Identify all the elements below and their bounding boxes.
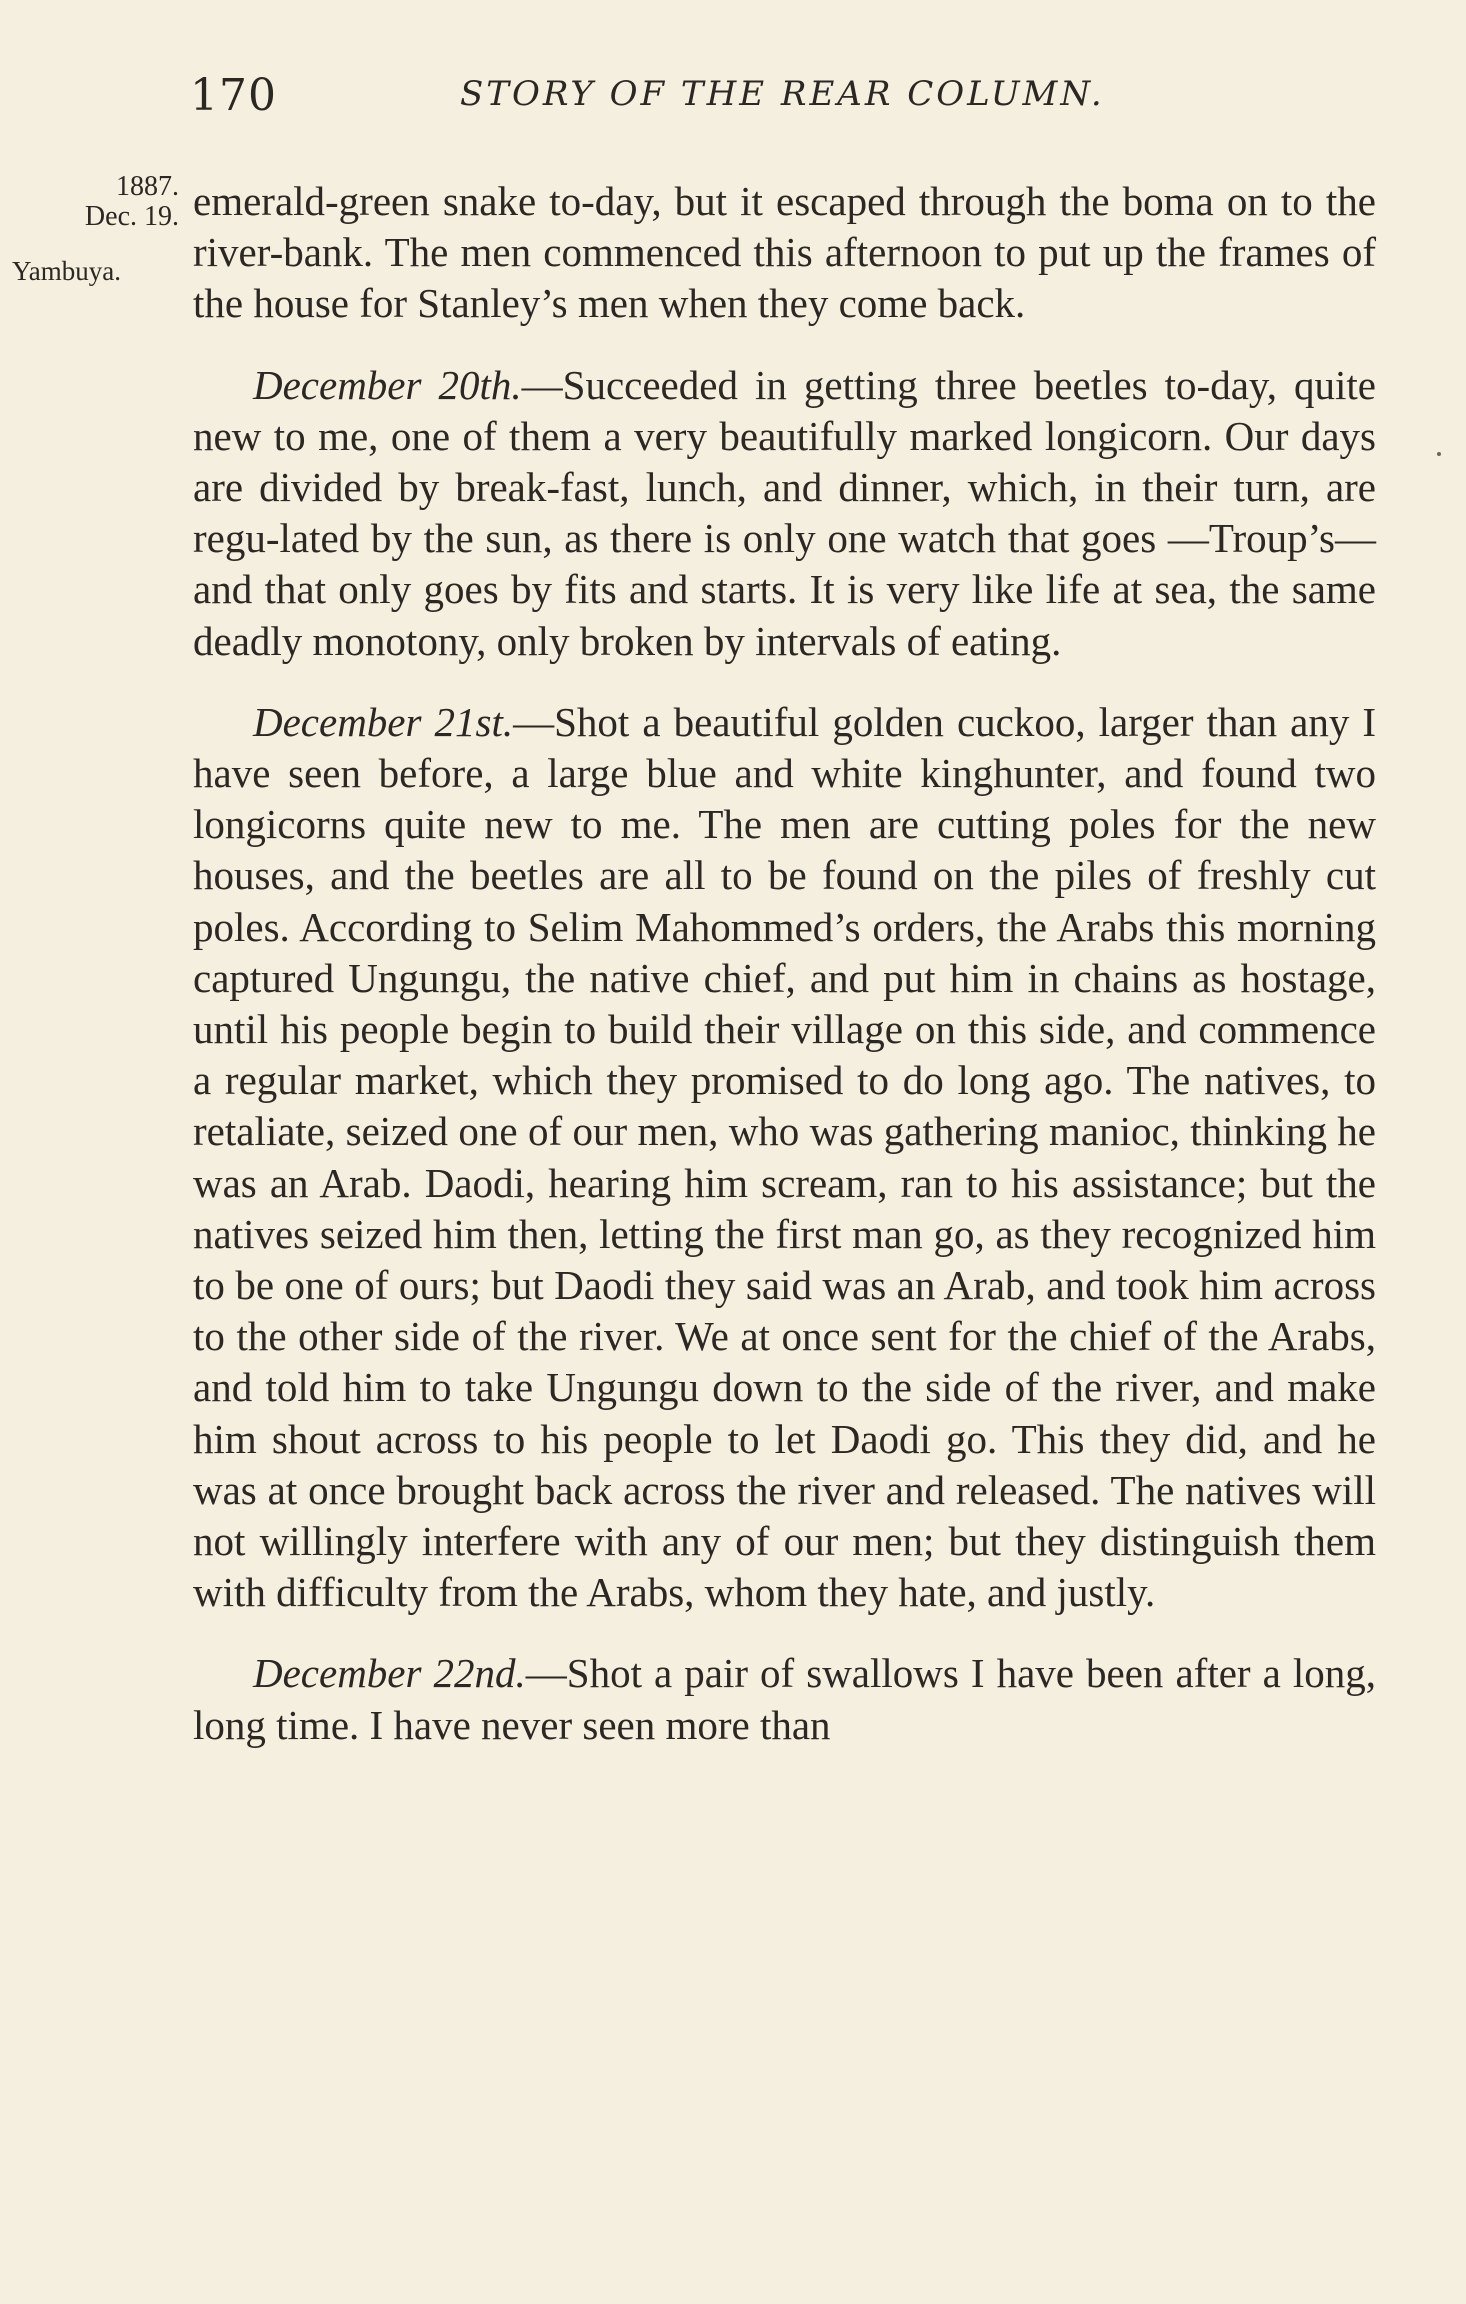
paragraph-text: —Shot a beautiful golden cuckoo, larger than any I have seen before, a large blue and white kinghunter, and found two longicorns quite new to me. The men are cutting poles for the new houses, and the beetles are all to be found on the piles of freshly cut poles. According to Selim Mahommed’s orders, the Arabs this morning captured Ungungu, the native chief, and put him in chains as hostage, until his people begin to build their village on this side, and commence a regular market, which they promised to do long ago. The natives, to retaliate, seized one of our men, who was gathering manioc, thinking he was an Arab. Daodi, hearing him scream, ran to his assistance; but the natives seized him then, letting the first man go, as they recognized him to be one of ours; but Daodi they said was an Arab, and took him across to the other side of the river. We at once sent for the chief of the Arabs, and told him to take Ungungu down to the side of the river, and make him shout across to his people to let Daodi go. This they did, and he was at once brought back across the river and released. The natives will not willingly interfere with any of our men; but they distinguish them with difficulty from the Arabs, whom they hate, and justly. — [193, 698, 1377, 1616]
paragraph-text: emerald-green snake to-day, but it escaped through the boma on to the river-bank. The men commenced this afternoon to put up the frames of the house for Stanley’s men when they come back. — [193, 178, 1376, 327]
paragraph-date: December 20th. — [253, 361, 522, 408]
running-title: STORY OF THE REAR COLUMN. — [460, 74, 1105, 114]
margin-place: Yambuya. — [12, 256, 122, 286]
paragraph-text: —Shot a pair of swallows I have been after a long, long time. I have never seen more than — [193, 1650, 1376, 1748]
paragraph-text: —Succeeded in getting three beetles to-day, quite new to me, one of them a very beautifully marked longicorn. Our days are divided by break-fast, lunch, and dinner, which, in their turn, are regu-lated by the sun, as there is only one watch that goes —Troup’s—and that only goes by fits and starts. It is very like life at sea, the same deadly monotony, only broken by intervals of eating. — [193, 361, 1377, 664]
running-head — [190, 70, 1360, 130]
paragraph-continuation — [193, 176, 1376, 330]
paragraph-december-20 — [193, 360, 1376, 667]
paragraph-december-21 — [193, 697, 1376, 1619]
paragraph-december-22 — [193, 1648, 1376, 1750]
margin-year: 1887. — [116, 171, 179, 202]
paragraph-date: December 21st. — [253, 698, 514, 745]
paragraph-date: December 22nd. — [253, 1650, 526, 1697]
body-text — [193, 176, 1376, 1751]
margin-date: Dec. 19. — [84, 201, 179, 232]
page-number: 170 — [190, 70, 277, 121]
scan-speck — [1437, 452, 1441, 456]
margin-note — [8, 172, 183, 286]
